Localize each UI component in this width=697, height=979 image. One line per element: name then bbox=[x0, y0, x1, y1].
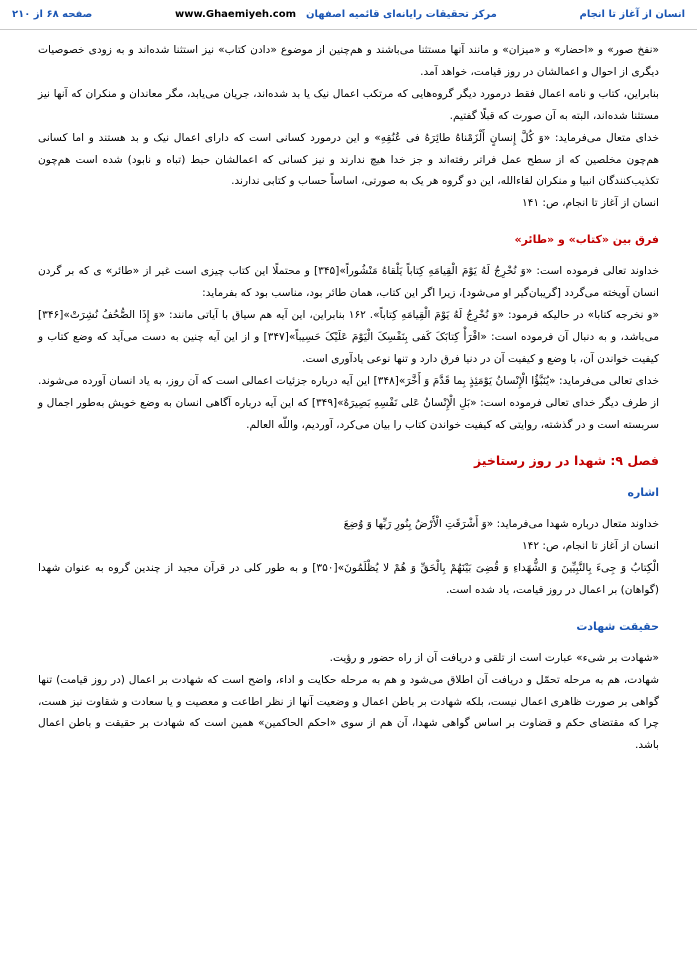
section-heading: اشاره bbox=[627, 486, 659, 500]
paragraph: «و نخرجه کتابا» در حالیکه فرمود: «وَ نُخْرِجُ لَهُ یَوْمَ الْقِیامَهِ کِتاباً». ۱۶۲ بنابراین، این آیه هم سیاق با آیاتی مانند: «وَ إِذَا الصُّحُفُ نُشِرَتْ»[۳۴۶] می‌باشد، و به دنبال آن فرموده است: «اقْرَأْ کِتابَکَ کَفی بِنَفْسِکَ الْیَوْمَ عَلَیْکَ حَسِیباً»[۳۴۷] و از این آیه چنین به دست می‌آید که وضع کتاب و کیفیت خواندن آن، با وضع و کیفیت آن در دنیا فرق دارد و تنها نوعی یادآوری است. bbox=[38, 308, 659, 365]
center-title: مرکز تحقیقات رایانه‌ای قائمیه اصفهان bbox=[306, 9, 497, 20]
book-title: انسان از آغاز تا انجام bbox=[579, 9, 685, 20]
paragraph: «نفخ صور» و «احضار» و «میزان» و مانند آنها مستثنا می‌باشند و هم‌چنین از موضوع «دادن کتاب» نیز استثنا شده‌اند و به زودی خصوصیات دیگری از احوال و اعمالشان در روز قیامت، خواهد آمد. bbox=[38, 44, 659, 78]
section-heading: فرق بین «کتاب» و «طائر» bbox=[514, 233, 659, 247]
paragraph: خدای تعالی می‌فرماید: «یُنَبَّؤُا الْإِنْسانُ یَوْمَئِذٍ بِما قَدَّمَ وَ أَخَّرَ»[۳۴۸] این آیه درباره جزئیات اعمالی است که آن روز، به یاد انسان آورده می‌شوند. از طرف دیگر خدای تعالی فرموده است: «بَلِ الْإِنْسانُ عَلی نَفْسِهِ بَصِیرَهٌ»[۳۴۹] که این آیه درباره آگاهی انسان به وضع خویش به‌طور اجمال و سربسته است و در گذشته، روایتی که کیفیت خواندن کتاب را بیان می‌کرد، آوردیم، واللّه العالم. bbox=[38, 374, 660, 431]
page-reference: انسان از آغاز تا انجام، ص: ۱۴۱ bbox=[521, 197, 659, 210]
site-link[interactable]: www.Ghaemiyeh.com bbox=[174, 9, 296, 20]
paragraph: خداوند متعال درباره شهدا می‌فرماید: «وَ أَشْرَقَتِ الْأَرْضُ بِنُورِ رَبِّها وَ وُضِعَ bbox=[343, 518, 659, 531]
paragraph: بنابراین، کتاب و نامه اعمال فقط درمورد دیگر گروه‌هایی که مرتکب اعمال نیک یا بد شده‌اند، جریان می‌یابد، مگر معاندان و منکران که آنها نیز مستثنا شده‌اند، البته به آن صورت که قبلًا گفتیم. bbox=[38, 87, 659, 122]
header-center bbox=[175, 9, 497, 20]
chapter-heading: فصل ۹: شهدا در روز رستاخیز bbox=[473, 453, 659, 469]
paragraph: الْکِتابُ وَ جِیءَ بِالنَّبِیِّینَ وَ الشُّهَداءِ وَ قُضِیَ بَیْنَهُمْ بِالْحَقِّ وَ هُمْ لا یُظْلَمُونَ»[۳۵۰] و به طور کلی در قرآن مجید از چندین گروه به عنوان شهدا (گواهان) بر اعمال در روز قیامت، یاد شده است. bbox=[38, 562, 660, 596]
paragraph: خداوند تعالی فرموده است: «وَ نُخْرِجُ لَهُ یَوْمَ الْقِیامَهِ کِتاباً یَلْقاهُ مَنْشُوراً»[۳۴۵] و محتملًا این کتاب چیزی است غیر از «طائر» ی که بر گردن انسان آویخته می‌گردد [گریبان‌گیر او می‌شود]، زیرا اگر این کتاب، همان طائر بود، مناسب بود که بفرماید: bbox=[38, 265, 659, 300]
paragraph: خدای متعال می‌فرماید: «وَ کُلَّ إِنسانٍ أَلْزَمْناهُ طائِرَهُ فی عُنُقِهِ» و این درمورد کسانی است که دارای اعمال نیک و بد هستند و اما کسانی هم‌چون مخلصین که از سطح عمل فراتر رفته‌اند و جز خدا هیچ ندارند و نیز کسانی که اعمالشان حبط (تباه و نابود) شده است هم‌چون تکذیب‌کنندگان انبیا و منکران لقاءالله، این دو گروه هر یک به صورتی، اساساً حساب و کتابی ندارند. bbox=[38, 131, 659, 188]
page-header bbox=[0, 0, 697, 30]
page-content bbox=[38, 40, 659, 979]
page-reference: انسان از آغاز تا انجام، ص: ۱۴۲ bbox=[521, 540, 659, 553]
section-heading: حقیقت شهادت bbox=[576, 619, 659, 633]
paragraph: شهادت، هم به مرحله تحمّل و دریافت آن اطلاق می‌شود و هم به مرحله حکایت و اداء، واضح است که شهادت بر اعمال (در روز قیامت) تنها گواهی بر صورت ظاهری اعمال نیست، بلکه شهادت بر باطن اعمال و وضعیت آنها از نظر اطاعت و معصیت و یا سعادت و شقاوت نیز هست، چرا که مقتضای حکم و قضاوت بر اساس گواهی شهدا، آن هم از سوی «احکم الحاکمین» همین است که شهادت بر حقیقت و باطن اعمال باشد. bbox=[38, 673, 659, 752]
page-number: صفحه ۶۸ از ۲۱۰ bbox=[12, 9, 93, 20]
paragraph: «شهادت بر شیء» عبارت است از تلقی و دریافت آن از راه حضور و رؤیت. bbox=[329, 651, 659, 664]
